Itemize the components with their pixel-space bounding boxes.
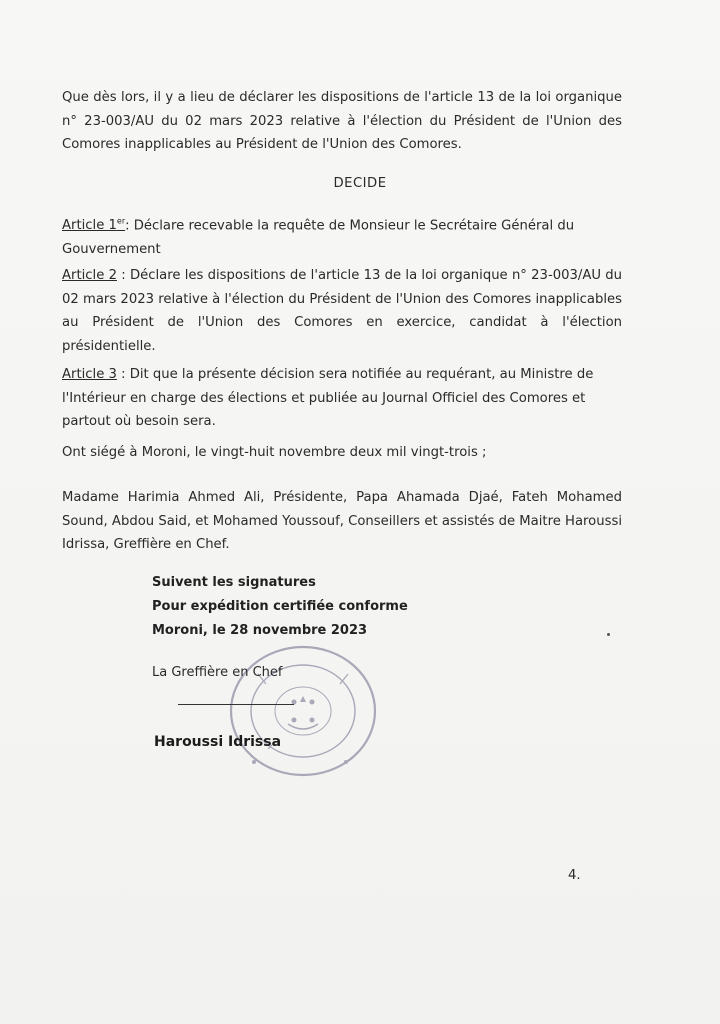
speck-mark xyxy=(607,633,610,636)
members-paragraph: Madame Harimia Ahmed Ali, Présidente, Papa Ahamada Djaé, Fateh Mohamed Sound, Abdou Said, et Mohamed Youssouf, Conseillers et assistés de Maitre Haroussi Idrissa, Greffière en Chef. xyxy=(62,490,622,552)
signature-stroke xyxy=(178,704,294,705)
signature-line-3: Moroni, le 28 novembre 2023 xyxy=(152,623,368,638)
intro-paragraph: Que dès lors, il y a lieu de déclarer les dispositions de l'article 13 de la loi organique n° 23-003/AU du 02 mars 2023 relative à l'élection du Président de l'Union des Comores inapplicables au Président de l'Union des Comores. xyxy=(62,90,622,152)
article-3-label: Article 3 xyxy=(62,367,117,382)
article-2-text: : Déclare les dispositions de l'article 13 de la loi organique n° 23-003/AU du 02 mars 2023 relative à l'élection du Président de l'Union des Comores inapplicables au Président de l'Union des Comores en exercice, candidat à l'élection présidentielle. xyxy=(62,268,622,354)
article-2 xyxy=(62,264,622,358)
sitting-paragraph: Ont siégé à Moroni, le vingt-huit novembre deux mil vingt-trois ; xyxy=(62,445,487,460)
article-2-label: Article 2 xyxy=(62,268,117,283)
article-1-text: : Déclare recevable la requête de Monsieur le Secrétaire Général du Gouvernement xyxy=(62,218,575,257)
page-number: 4. xyxy=(568,868,581,883)
signatory-name: Haroussi Idrissa xyxy=(154,734,282,750)
signature-line-2: Pour expédition certifiée conforme xyxy=(152,599,408,614)
article-3-text: : Dit que la présente décision sera notifiée au requérant, au Ministre de l'Intérieur en charge des élections et publiée au Journal Officiel des Comores et partout où besoin sera. xyxy=(62,367,594,429)
signature-line-1: Suivent les signatures xyxy=(152,575,316,590)
article-1-label: Article 1er xyxy=(62,217,126,234)
greffiere-title: La Greffière en Chef xyxy=(152,665,283,680)
article-1 xyxy=(62,210,622,261)
article-3 xyxy=(62,363,622,434)
decide-heading: DECIDE xyxy=(333,176,387,191)
